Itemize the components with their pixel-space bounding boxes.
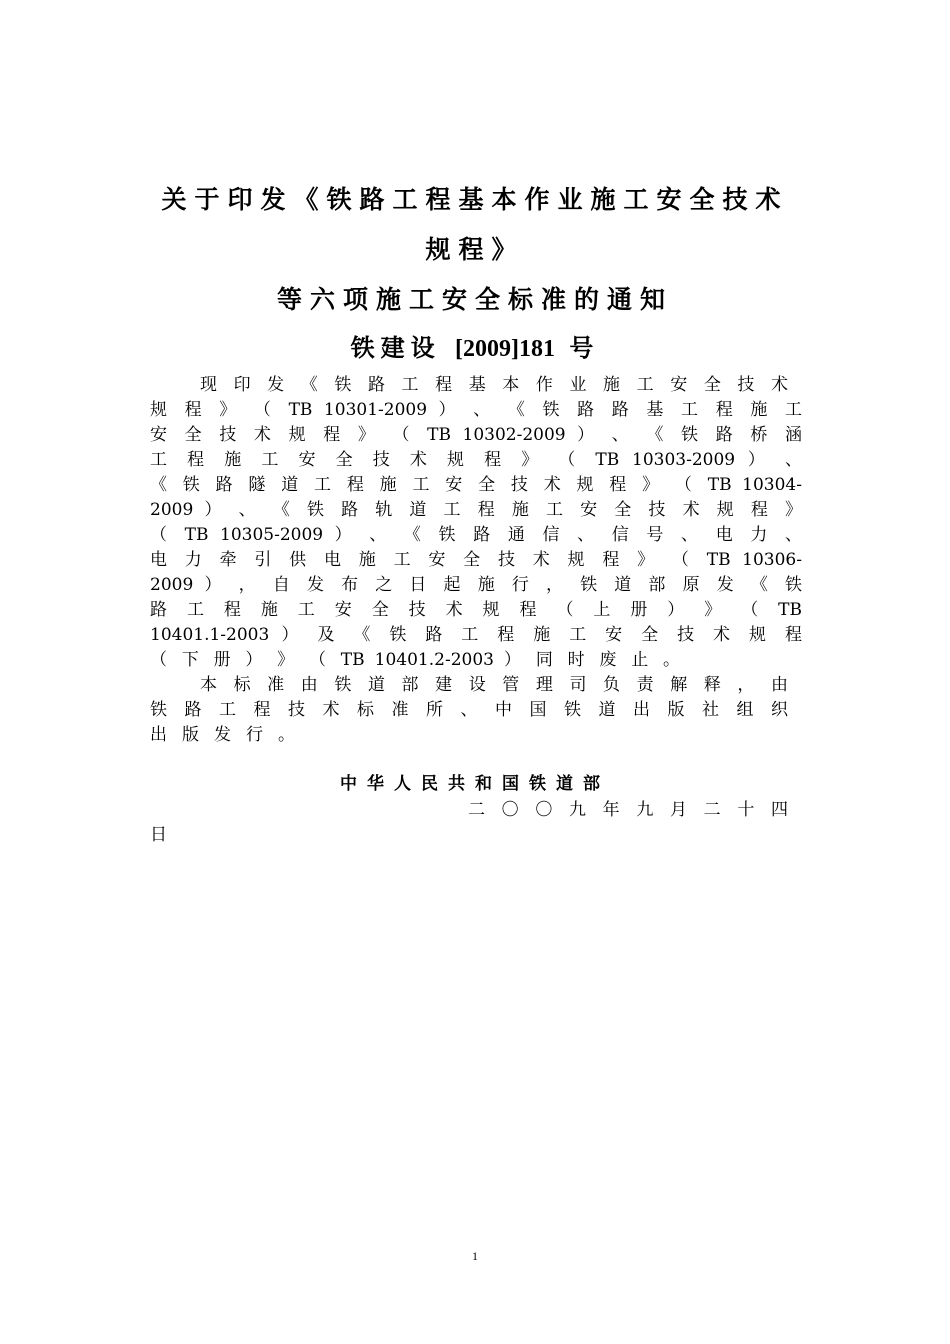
doc-number-prefix: 铁建设 <box>350 333 441 362</box>
title-line-2: 规程》 <box>425 235 525 264</box>
signature-date: 二 〇 〇 九 年 九 月 二 十 四 <box>468 800 788 820</box>
page-number: 1 <box>472 1249 478 1263</box>
paragraph-line: 路 工 程 施 工 安 全 技 术 规 程 （ 上 册 ） 》 （ TB <box>150 600 802 620</box>
paragraph-line: 铁 路 工 程 技 术 标 准 所 、 中 国 铁 道 出 版 社 组 织 <box>150 700 788 720</box>
paragraph-line: 2009 ） ， 自 发 布 之 日 起 施 行 ， 铁 道 部 原 发 《 铁 <box>150 575 803 595</box>
paragraph-line: 10401.1-2003 ） 及 《 铁 路 工 程 施 工 安 全 技 术 规 程 <box>150 625 802 645</box>
paragraph-line: 电 力 牵 引 供 电 施 工 安 全 技 术 规 程 》 （ TB 10306- <box>150 550 802 570</box>
paragraph-line: 出 版 发 行 。 <box>150 725 295 745</box>
paragraph-line: 《 铁 路 隧 道 工 程 施 工 安 全 技 术 规 程 》 （ TB 10304- <box>150 475 802 495</box>
paragraph-line: 安 全 技 术 规 程 》 （ TB 10302-2009 ） 、 《 铁 路 桥 涵 <box>150 425 802 445</box>
doc-number-code: [2009]181 <box>455 336 555 362</box>
title-line-1: 关于印发《铁路工程基本作业施工安全技术 <box>161 185 789 214</box>
doc-number-suffix: 号 <box>569 333 600 362</box>
paragraph-line: （ 下 册 ） 》 （ TB 10401.2-2003 ） 同 时 废 止 。 <box>150 650 680 670</box>
paragraph-line: 工 程 施 工 安 全 技 术 规 程 》 （ TB 10303-2009 ） 、 <box>150 450 802 470</box>
title-line-3: 等六项施工安全标准的通知 <box>276 285 673 314</box>
paragraph-line: 2009 ） 、 《 铁 路 轨 道 工 程 施 工 安 全 技 术 规 程 》 <box>150 500 803 520</box>
signature-date-tail: 日 <box>150 825 167 845</box>
signature-organization: 中华人民共和国铁道部 <box>340 774 610 794</box>
paragraph-line: 规 程 》 （ TB 10301-2009 ） 、 《 铁 路 路 基 工 程 施 工 <box>150 400 802 420</box>
paragraph-line: 本 标 准 由 铁 道 部 建 设 管 理 司 负 责 解 释 ， 由 <box>200 675 788 695</box>
paragraph-line: （ TB 10305-2009 ） 、 《 铁 路 通 信 、 信 号 、 电 力 、 <box>150 525 802 545</box>
paragraph-line: 现 印 发 《 铁 路 工 程 基 本 作 业 施 工 安 全 技 术 <box>200 375 788 395</box>
document-number <box>150 333 800 364</box>
